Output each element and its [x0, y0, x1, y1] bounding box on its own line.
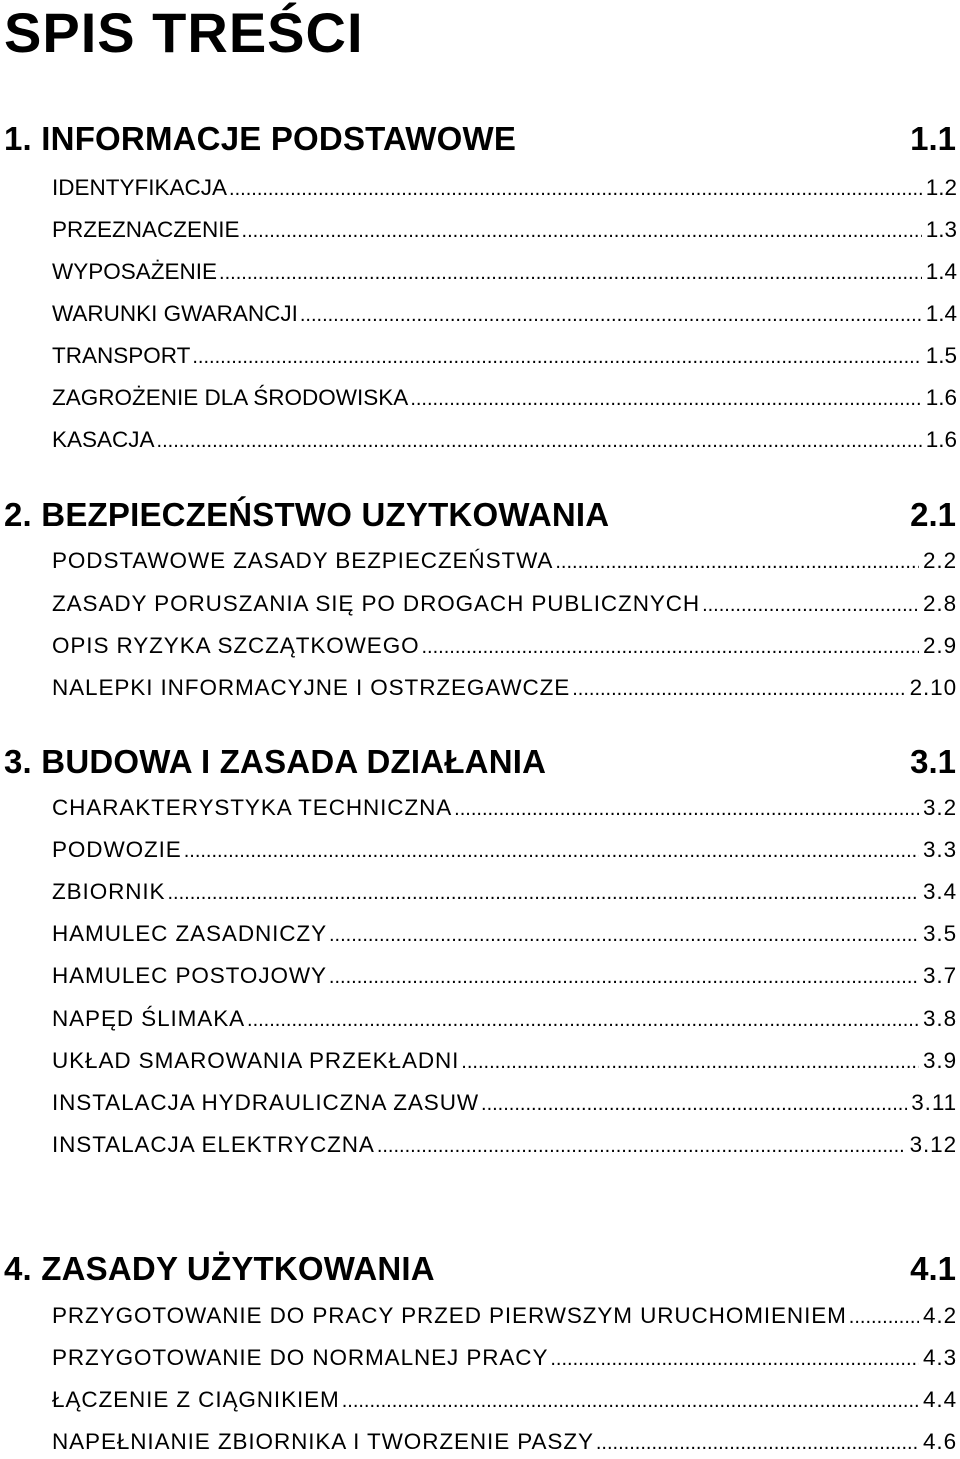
dot-leader [461, 1046, 919, 1078]
toc-entry-page: 1.5 [925, 343, 957, 368]
toc-entry-page: 3.12 [909, 1132, 957, 1157]
toc-entry-page: 3.2 [923, 795, 957, 820]
toc-entry-label: INSTALACJA HYDRAULICZNA ZASUW [52, 1090, 480, 1115]
dot-leader [329, 961, 919, 993]
toc-entry[interactable] [52, 876, 957, 908]
section-page-number: 1.1 [910, 120, 956, 157]
section-title: 3. BUDOWA I ZASADA DZIAŁANIA [4, 743, 547, 780]
toc-entry-page: 3.8 [923, 1006, 957, 1031]
section-heading-3[interactable] [4, 741, 956, 783]
toc-entry-page: 3.4 [923, 879, 957, 904]
toc-entry[interactable] [52, 834, 957, 866]
toc-entry-label: HAMULEC ZASADNICZY [52, 921, 327, 946]
toc-entry-label: ZBIORNIK [52, 879, 166, 904]
toc-entry[interactable] [52, 172, 957, 204]
toc-entry[interactable] [52, 1087, 957, 1119]
dot-leader [377, 1130, 906, 1162]
toc-entry[interactable] [52, 545, 957, 577]
toc-entry-page: 3.9 [923, 1048, 957, 1073]
toc-entry-page: 3.3 [923, 837, 957, 862]
toc-entry-label: PRZYGOTOWANIE DO PRACY PRZED PIERWSZYM URUCHOMIENIEM [52, 1303, 847, 1328]
toc-entry-page: 4.6 [923, 1429, 957, 1454]
toc-entry-label: CHARAKTERYSTYKA TECHNICZNA [52, 795, 453, 820]
toc-entry-label: ZASADY PORUSZANIA SIĘ PO DROGACH PUBLICZNYCH [52, 591, 701, 616]
dot-leader [550, 1343, 919, 1375]
toc-entry[interactable] [52, 298, 957, 330]
section-title: 1. INFORMACJE PODSTAWOWE [4, 120, 517, 157]
section-page-number: 4.1 [910, 1250, 956, 1287]
toc-entry[interactable] [52, 1003, 957, 1035]
toc-entry[interactable] [52, 588, 957, 620]
dot-leader [167, 877, 919, 909]
toc-entry-label: PODWOZIE [52, 837, 182, 862]
dot-leader [219, 257, 922, 289]
section-heading-1[interactable] [4, 118, 956, 160]
toc-entry-page: 1.6 [925, 385, 957, 410]
toc-entry-label: ŁĄCZENIE Z CIĄGNIKIEM [52, 1387, 340, 1412]
section-title: 2. BEZPIECZEŃSTWO UZYTKOWANIA [4, 496, 610, 533]
toc-entry[interactable] [52, 960, 957, 992]
toc-entry[interactable] [52, 214, 957, 246]
toc-entry-label: PODSTAWOWE ZASADY BEZPIECZEŃSTWA [52, 548, 554, 573]
dot-leader [157, 425, 922, 457]
toc-entry[interactable] [52, 1426, 957, 1458]
toc-entry-page: 2.8 [923, 591, 957, 616]
toc-entry-page: 2.2 [923, 548, 957, 573]
dot-leader [329, 919, 919, 951]
toc-entry[interactable] [52, 1129, 957, 1161]
dot-leader [342, 1385, 919, 1417]
section-heading-4[interactable] [4, 1248, 956, 1290]
dot-leader [229, 173, 922, 205]
toc-entry-label: KASACJA [52, 427, 155, 452]
toc-entry-label: PRZEZNACZENIE [52, 217, 240, 242]
toc-entry[interactable] [52, 424, 957, 456]
section-page-number: 2.1 [910, 496, 956, 533]
toc-entry-label: HAMULEC POSTOJOWY [52, 963, 327, 988]
dot-leader [702, 589, 919, 621]
dot-leader [849, 1301, 919, 1333]
toc-entry[interactable] [52, 1300, 957, 1332]
toc-entry-label: WYPOSAŻENIE [52, 259, 218, 284]
toc-entry-page: 1.4 [925, 259, 957, 284]
dot-leader [422, 631, 920, 663]
dot-leader [454, 793, 919, 825]
dot-leader [596, 1427, 919, 1459]
toc-entry-page: 3.11 [911, 1090, 957, 1115]
toc-entry-label: WARUNKI GWARANCJI [52, 301, 298, 326]
dot-leader [192, 341, 921, 373]
section-title: 4. ZASADY UŻYTKOWANIA [4, 1250, 435, 1287]
toc-entry-page: 2.10 [909, 675, 957, 700]
dot-leader [184, 835, 919, 867]
toc-entry-page: 1.6 [925, 427, 957, 452]
dot-leader [410, 383, 921, 415]
dot-leader [481, 1088, 907, 1120]
toc-entry-label: NAPEŁNIANIE ZBIORNIKA I TWORZENIE PASZY [52, 1429, 594, 1454]
toc-entry-label: ZAGROŻENIE DLA ŚRODOWISKA [52, 385, 409, 410]
toc-entry-page: 1.4 [925, 301, 957, 326]
toc-entry-page: 4.2 [923, 1303, 957, 1328]
toc-entry-page: 3.5 [923, 921, 957, 946]
dot-leader [242, 215, 922, 247]
toc-entry-label: INSTALACJA ELEKTRYCZNA [52, 1132, 375, 1157]
toc-entry-label: IDENTYFIKACJA [52, 175, 228, 200]
toc-entry-page: 4.4 [923, 1387, 957, 1412]
toc-entry[interactable] [52, 918, 957, 950]
toc-entry[interactable] [52, 792, 957, 824]
toc-entry-page: 3.7 [923, 963, 957, 988]
dot-leader [555, 546, 919, 578]
toc-entry[interactable] [52, 256, 957, 288]
page-title: SPIS TREŚCI [4, 1, 364, 64]
toc-entry-label: NALEPKI INFORMACYJNE I OSTRZEGAWCZE [52, 675, 571, 700]
toc-entry-page: 2.9 [923, 633, 957, 658]
toc-entry[interactable] [52, 1342, 957, 1374]
toc-entry-label: NAPĘD ŚLIMAKA [52, 1006, 246, 1031]
dot-leader [572, 673, 905, 705]
toc-entry[interactable] [52, 630, 957, 662]
toc-entry-label: PRZYGOTOWANIE DO NORMALNEJ PRACY [52, 1345, 549, 1370]
toc-entry-label: UKŁAD SMAROWANIA PRZEKŁADNI [52, 1048, 460, 1073]
dot-leader [247, 1004, 919, 1036]
section-page-number: 3.1 [910, 743, 956, 780]
toc-entry[interactable] [52, 672, 957, 704]
toc-entry[interactable] [52, 1045, 957, 1077]
toc-entry-page: 4.3 [923, 1345, 957, 1370]
section-heading-2[interactable] [4, 494, 956, 536]
toc-entry-page: 1.2 [925, 175, 957, 200]
toc-entry-label: TRANSPORT [52, 343, 191, 368]
toc-entry[interactable] [52, 340, 957, 372]
toc-entry[interactable] [52, 382, 957, 414]
toc-entry-page: 1.3 [925, 217, 957, 242]
toc-entry[interactable] [52, 1384, 957, 1416]
dot-leader [300, 299, 922, 331]
toc-entry-label: OPIS RYZYKA SZCZĄTKOWEGO [52, 633, 420, 658]
